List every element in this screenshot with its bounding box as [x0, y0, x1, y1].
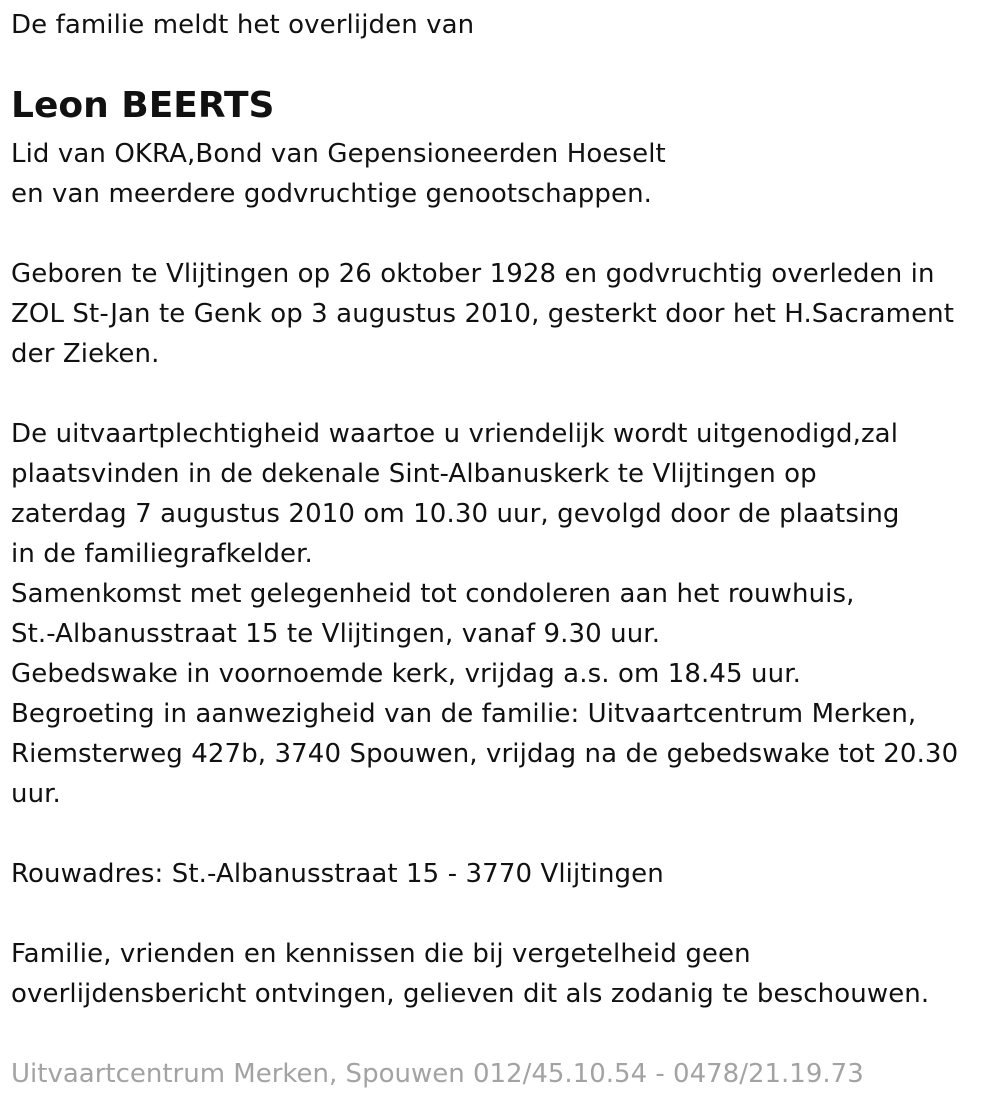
membership-line: Lid van OKRA,Bond van Gepensioneerden Hoeselt	[11, 139, 666, 169]
membership-paragraph	[11, 134, 666, 214]
funeral-line: zaterdag 7 augustus 2010 om 10.30 uur, gevolgd door de plaatsing	[11, 499, 900, 529]
family-notice-line: Familie, vrienden en kennissen die bij vergetelheid geen	[11, 939, 751, 969]
funeral-line: De uitvaartplechtigheid waartoe u vriendelijk wordt uitgenodigd,zal	[11, 419, 899, 449]
funeral-line: Gebedswake in voornoemde kerk, vrijdag a.s. om 18.45 uur.	[11, 659, 801, 689]
birth-death-line: ZOL St-Jan te Genk op 3 augustus 2010, gesterkt door het H.Sacrament	[11, 299, 955, 329]
family-notice-paragraph	[11, 934, 929, 1014]
mourning-address	[11, 854, 664, 894]
intro-text: De familie meldt het overlijden van	[11, 10, 475, 40]
funeral-line: St.-Albanusstraat 15 te Vlijtingen, vanaf 9.30 uur.	[11, 619, 661, 649]
birth-death-paragraph	[11, 254, 954, 374]
membership-line: en van meerdere godvruchtige genootschappen.	[11, 179, 653, 209]
funeral-line: uur.	[11, 779, 61, 809]
funeral-line: Riemsterweg 427b, 3740 Spouwen, vrijdag na de gebedswake tot 20.30	[11, 739, 959, 769]
funeral-paragraph	[11, 414, 958, 814]
birth-death-line: Geboren te Vlijtingen op 26 oktober 1928 en godvruchtig overleden in	[11, 259, 935, 289]
deceased-name: Leon BEERTS	[11, 85, 275, 126]
funeral-line: Begroeting in aanwezigheid van de familie: Uitvaartcentrum Merken,	[11, 699, 917, 729]
mourning-address-line: Rouwadres: St.-Albanusstraat 15 - 3770 Vlijtingen	[11, 859, 664, 889]
funeral-line: in de familiegrafkelder.	[11, 539, 313, 569]
family-notice-line: overlijdensbericht ontvingen, gelieven dit als zodanig te beschouwen.	[11, 979, 930, 1009]
funeral-home-footer: Uitvaartcentrum Merken, Spouwen 012/45.10.54 - 0478/21.19.73	[11, 1059, 864, 1089]
funeral-line: plaatsvinden in de dekenale Sint-Albanuskerk te Vlijtingen op	[11, 459, 817, 489]
funeral-line: Samenkomst met gelegenheid tot condoleren aan het rouwhuis,	[11, 579, 855, 609]
birth-death-line: der Zieken.	[11, 339, 160, 369]
